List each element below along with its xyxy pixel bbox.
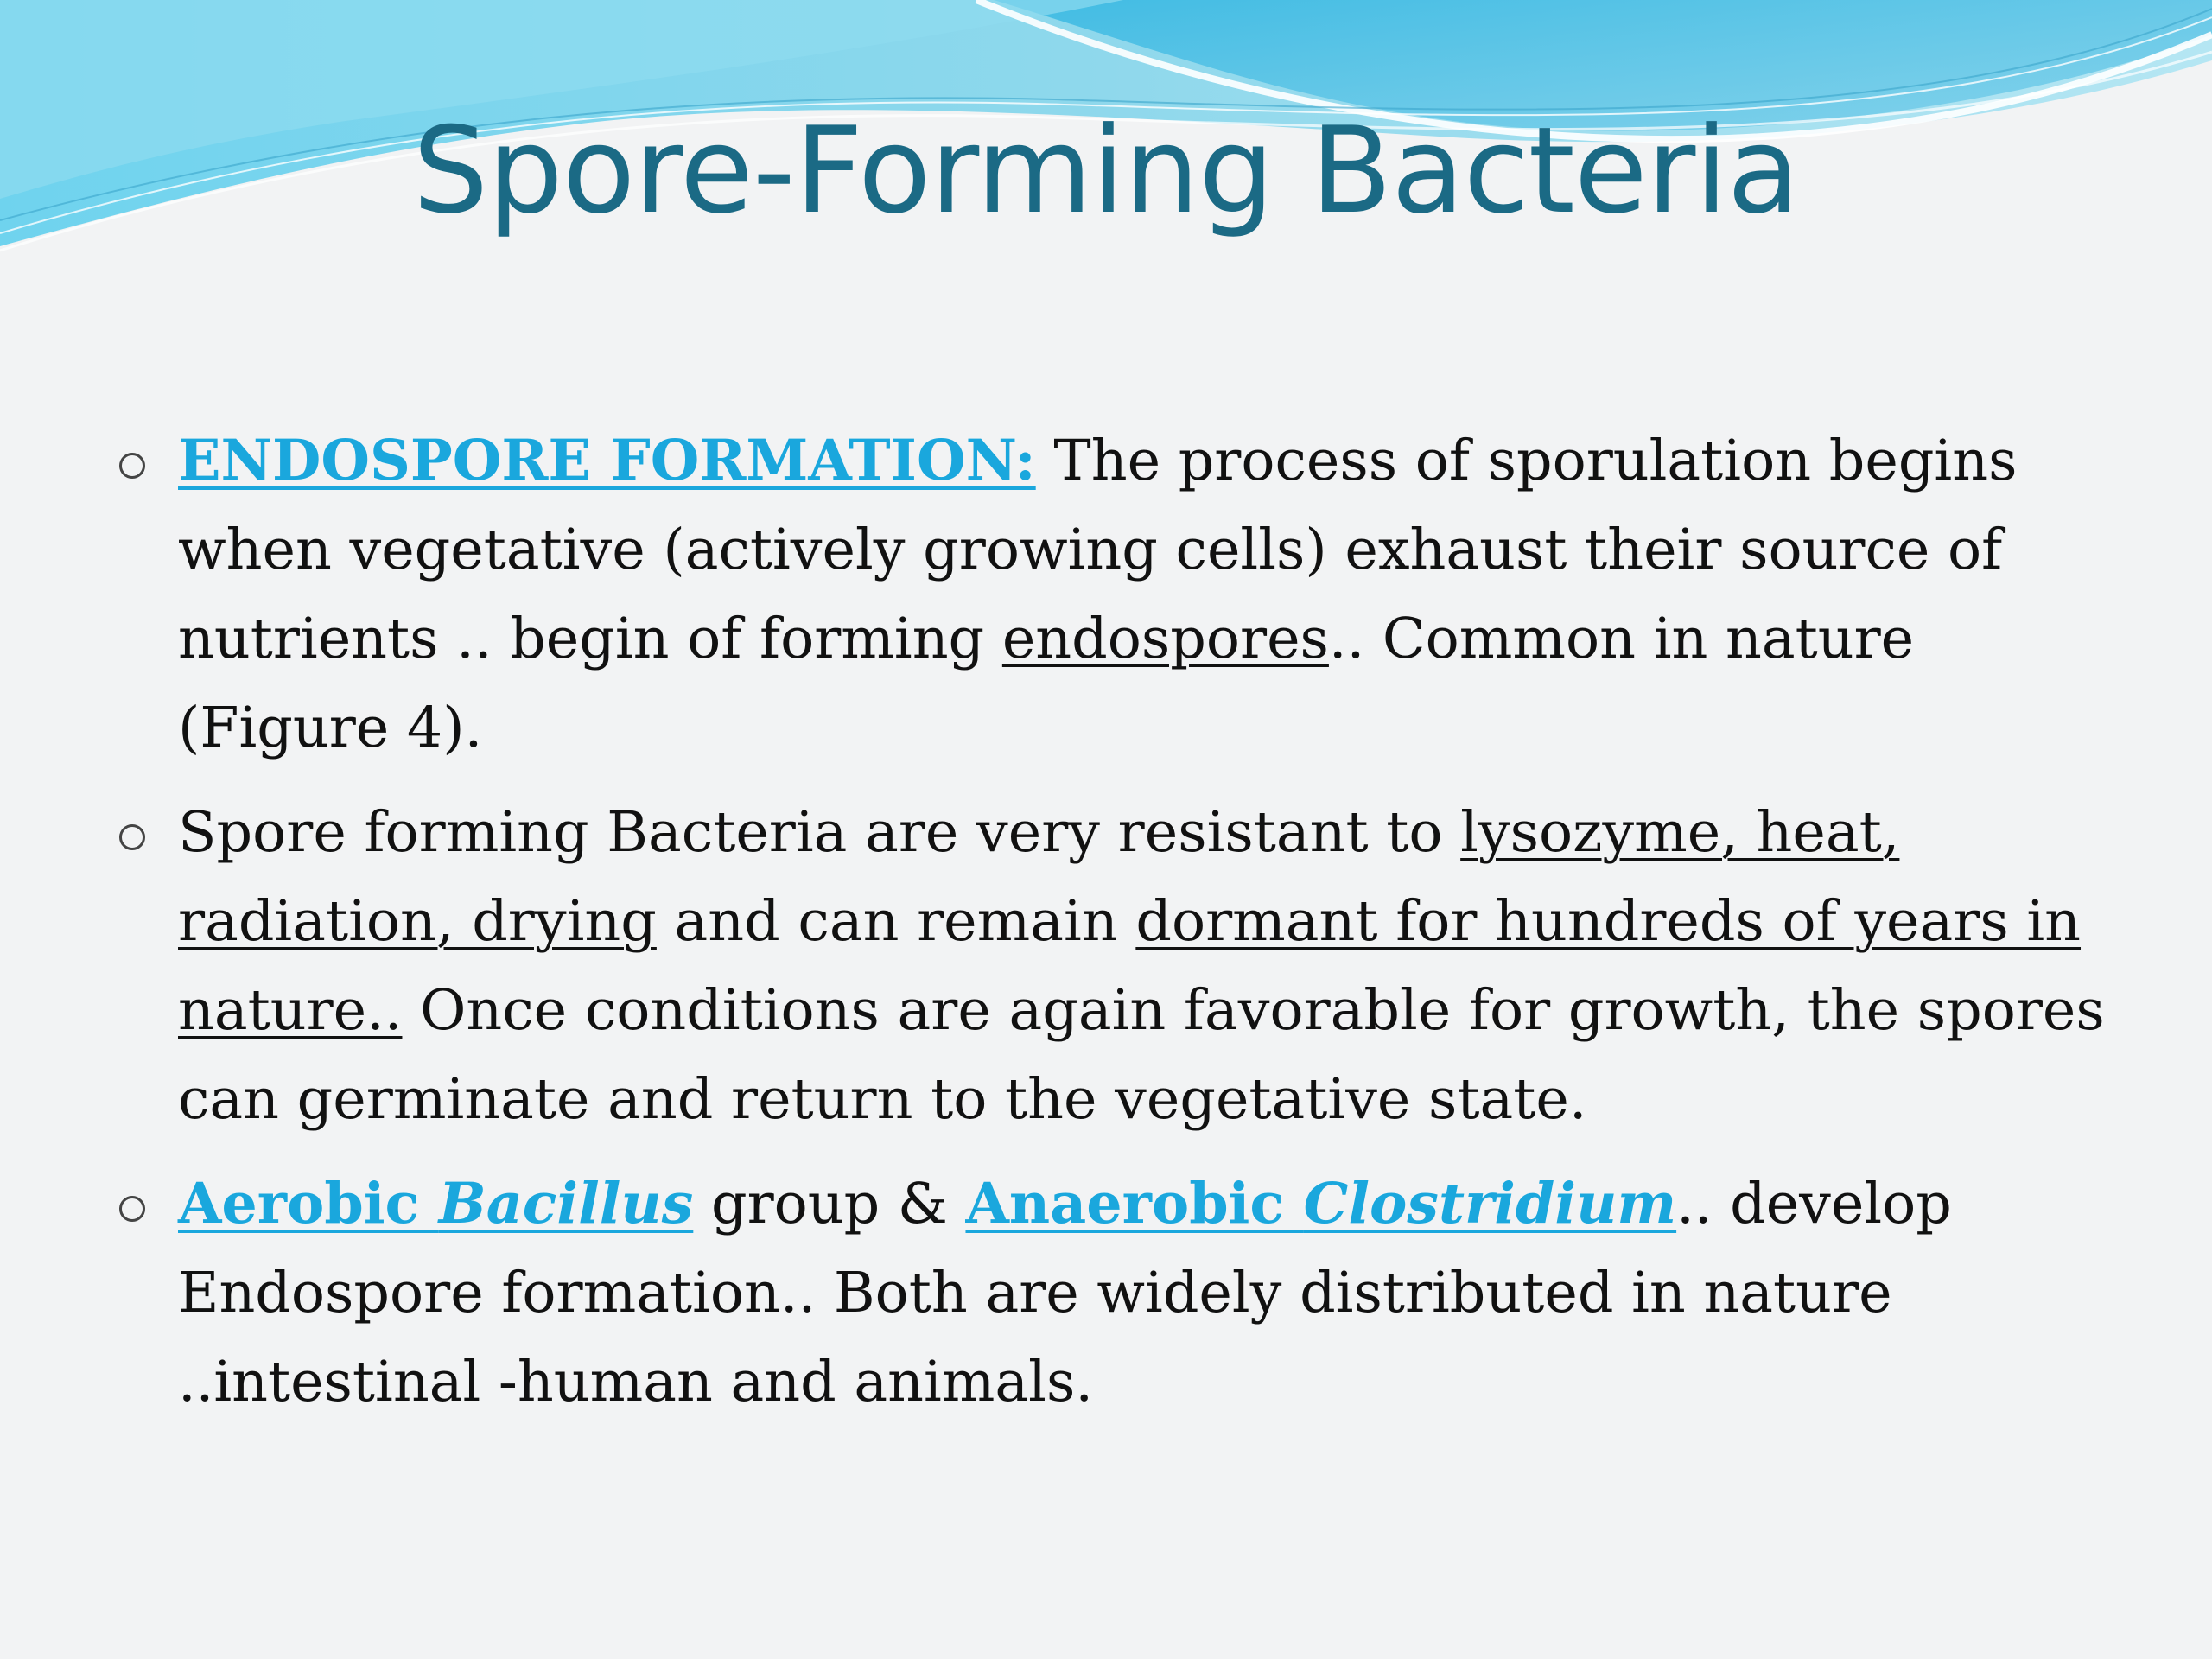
bullet-list xyxy=(119,416,2124,1442)
underlined-term-endospores: endospores xyxy=(1001,607,1329,671)
aerobic-bacillus-term xyxy=(178,1171,693,1236)
bullet-text: The process of sporulation begins when vegetative (actively growing cells) exhaust their source of nutrients .. begin of forming xyxy=(178,429,2018,671)
bullet-text: and can remain xyxy=(656,889,1136,954)
bullet-text: Once conditions are again favorable for growth, the spores can germinate and return to the vegetative state. xyxy=(178,978,2105,1132)
underlined-term-dormant: dormant for hundreds of years in nature.. xyxy=(178,889,2082,1043)
bullet-text: group & xyxy=(693,1172,966,1236)
bullet-item-resistance xyxy=(119,788,2124,1144)
hollow-circle-bullet-icon xyxy=(119,1196,145,1222)
hollow-circle-bullet-icon xyxy=(119,453,145,479)
anaerobic-clostridium-term xyxy=(965,1171,1676,1236)
bullet-text: .. develop Endospore formation.. Both are widely distributed in nature ..intestinal -human and animals. xyxy=(178,1172,1952,1414)
endospore-formation-heading: ENDOSPORE FORMATION: xyxy=(178,428,1036,493)
bacillus-label: Bacillus xyxy=(438,1171,694,1236)
bullet-text: Spore forming Bacteria are very resistant to xyxy=(178,800,1461,865)
bullet-item-endospore-formation xyxy=(119,416,2124,772)
slide-title: Spore-Forming Bacteria xyxy=(412,101,1800,240)
underlined-term-resistances: lysozyme, heat, radiation, drying xyxy=(178,800,1900,954)
bullet-text: .. Common in nature (Figure 4). xyxy=(178,607,1915,760)
bullet-item-bacillus-clostridium xyxy=(119,1160,2124,1427)
aerobic-label: Aerobic xyxy=(178,1171,439,1236)
hollow-circle-bullet-icon xyxy=(119,824,145,850)
anaerobic-label: Anaerobic xyxy=(965,1171,1304,1236)
clostridium-label: Clostridium xyxy=(1303,1171,1677,1236)
